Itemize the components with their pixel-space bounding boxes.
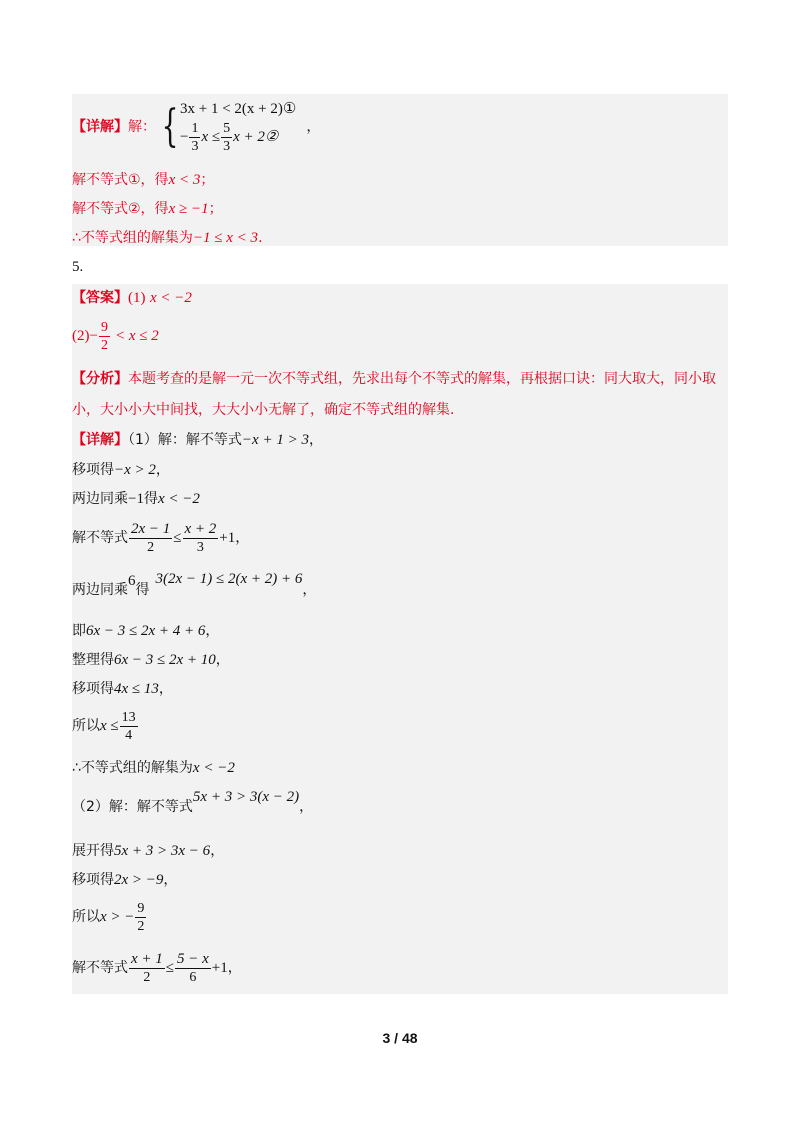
- answer-line-2: (2) − $\frac{9}{2}$ < x ≤ 2: [72, 319, 159, 353]
- detail2-label: 【详解】: [72, 432, 128, 448]
- step-fourth-inequality: 解不等式 $\frac{x + 1}{2}$ ≤ $\frac{5 - x}{6}$ +1 ，: [72, 950, 242, 985]
- detail-prefix: 解：: [128, 119, 156, 135]
- step-move-terms: 移项得−x > 2，: [72, 462, 170, 478]
- answer-label: 【答案】: [72, 290, 128, 306]
- step-result-1: 所以 x ≤ $\frac{13}{4}$: [72, 709, 136, 743]
- answer-line-1: 【答案】(1) x < −2: [72, 290, 192, 306]
- step-simplify: 整理得6x − 3 ≤ 2x + 10，: [72, 652, 230, 668]
- inequality-system: [156, 100, 296, 155]
- analysis-label: 【分析】: [72, 371, 128, 387]
- step-result-2: 所以 x > − $\frac{9}{2}$: [72, 900, 145, 934]
- step-multiply: 两边同乘−1得x < −2: [72, 491, 200, 507]
- system-row-1: 3x + 1 < 2(x + 2)①: [180, 100, 297, 117]
- analysis-line-1: 【分析】本题考查的是解一元一次不等式组，先求出每个不等式的解集，再根据口诀：同大取大，同小取: [72, 371, 716, 387]
- step-expand: 即6x − 3 ≤ 2x + 4 + 6，: [72, 623, 220, 639]
- page-number: 3 / 48: [382, 1030, 418, 1046]
- system-row-2: − $\frac{1}{3}$ x ≤ $\frac{5}{3}$ x + 2②: [180, 120, 279, 154]
- system-suffix: ，: [306, 119, 321, 135]
- step-multiply-six: 两边同乘 6 得 3(2x − 1) ≤ 2(x + 2) + 6 ，: [72, 571, 317, 598]
- left-brace: {: [161, 101, 179, 152]
- step-line-3: ∴不等式组的解集为−1 ≤ x < 3.: [72, 230, 263, 246]
- step-second-inequality: 解不等式 $\frac{2x - 1}{2}$ ≤ $\frac{x + 2}{3}$ +1 ，: [72, 520, 250, 555]
- step-move-terms-2: 移项得4x ≤ 13，: [72, 681, 173, 697]
- detail-label: 【详解】: [72, 119, 128, 135]
- step-expand-2: 展开得5x + 3 > 3x − 6，: [72, 843, 225, 859]
- step-line-1: 解不等式①，得x < 3；: [72, 172, 215, 188]
- analysis-line-2: 小，大小小大中间找，大大小小无解了，确定不等式组的解集.: [72, 402, 455, 418]
- question-number: 5.: [72, 259, 84, 275]
- detail2-intro: 【详解】（1）解：解不等式−x + 1 > 3，: [72, 432, 323, 448]
- detail-system-line: [72, 98, 320, 156]
- part2-intro: （2）解：解不等式 5x + 3 > 3(x − 2) ，: [72, 789, 314, 815]
- solution-set-1: ∴不等式组的解集为x < −2: [72, 760, 235, 776]
- step-line-2: 解不等式②，得x ≥ −1；: [72, 201, 223, 217]
- step-move-terms-3: 移项得2x > −9，: [72, 872, 178, 888]
